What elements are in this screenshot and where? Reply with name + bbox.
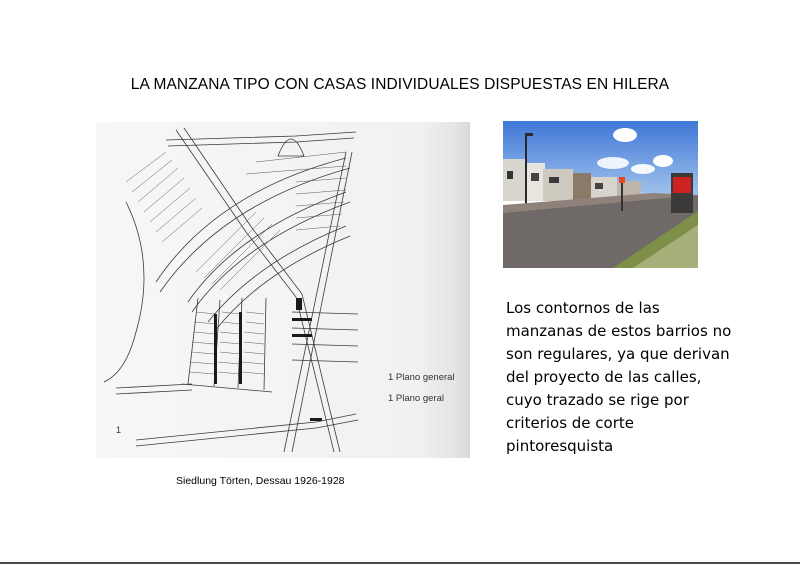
figure-number: 1	[116, 425, 122, 435]
site-plan-drawing	[96, 122, 470, 458]
plan-label-geral: 1 Plano geral	[388, 393, 444, 404]
description-text	[506, 297, 756, 458]
plan-label-general: 1 Plano general	[388, 372, 455, 383]
plan-caption: Siedlung Törten, Dessau 1926-1928	[176, 475, 345, 487]
street-photo-drawing	[503, 121, 698, 268]
street-photo	[503, 121, 698, 268]
description-line: pintoresquista	[506, 437, 614, 455]
description-line: son regulares, ya que derivan	[506, 345, 730, 363]
site-plan-image	[96, 122, 470, 458]
slide-title: LA MANZANA TIPO CON CASAS INDIVIDUALES DISPUESTAS EN HILERA	[130, 76, 670, 93]
description-line: manzanas de estos barrios no	[506, 322, 732, 340]
slide-bottom-border	[0, 562, 800, 564]
description-line: Los contornos de las	[506, 299, 660, 317]
description-line: del proyecto de las calles,	[506, 368, 702, 386]
description-line: criterios de corte	[506, 414, 635, 432]
description-line: cuyo trazado se rige por	[506, 391, 689, 409]
